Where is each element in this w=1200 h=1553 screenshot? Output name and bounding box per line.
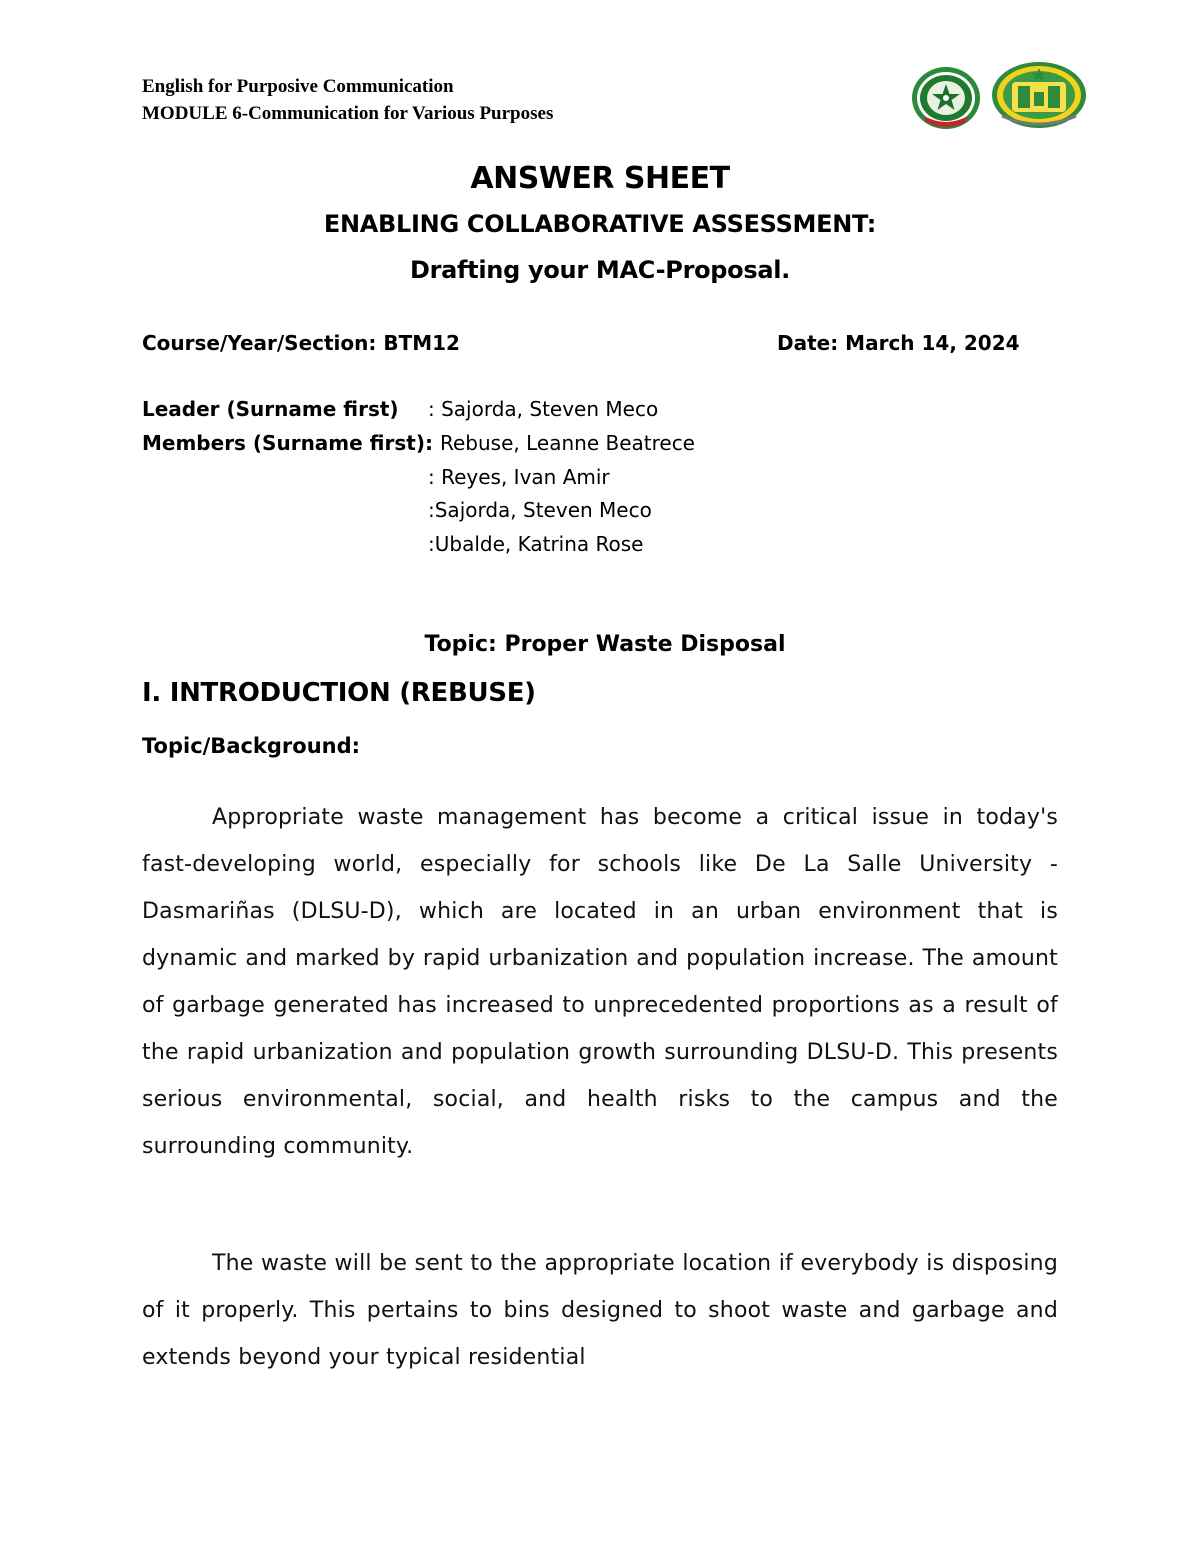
- section-subheading: Topic/Background:: [142, 734, 361, 758]
- members-label: [142, 430, 433, 456]
- leader-label-text: Leader (Surname first): [142, 397, 399, 421]
- leader-label: [142, 396, 399, 422]
- member-item: Rebuse, Leanne Beatrece: [440, 431, 695, 455]
- header-module-title: MODULE 6-Communication for Various Purposes: [142, 103, 554, 124]
- member-item: :Sajorda, Steven Meco: [428, 498, 652, 522]
- course-year-section: [142, 330, 460, 356]
- course-label: Course/Year/Section: BTM12: [142, 331, 460, 355]
- section-heading: I. INTRODUCTION (REBUSE): [142, 678, 536, 708]
- date-label: Date: March 14, 2024: [777, 331, 1020, 355]
- assessment-subtitle: ENABLING COLLABORATIVE ASSESSMENT:: [323, 210, 877, 238]
- header-course-title: English for Purposive Communication: [142, 76, 454, 97]
- body-paragraph: The waste will be sent to the appropriate location if everybody is disposing of it properly. This pertains to bins designed to shoot waste and garbage and extends beyond your typical residential: [142, 1251, 1058, 1370]
- department-logo: [990, 60, 1088, 130]
- leader-value: : Sajorda, Steven Meco: [428, 397, 659, 421]
- school-seal-logo: [910, 66, 982, 130]
- member-item: :Ubalde, Katrina Rose: [428, 532, 644, 556]
- date-field: [777, 330, 1020, 356]
- body-paragraph: Appropriate waste management has become a critical issue in today's fast-developing world, especially for schools like De La Salle University - Dasmariñas (DLSU-D), which are located in an urban environment that is dynamic and marked by rapid urbanization and population increase. The amount of garbage generated has increased to unprecedented proportions as a result of the rapid urbanization and population growth surrounding DLSU-D. This presents serious environmental, social, and health risks to the campus and the surrounding community.: [142, 805, 1058, 1159]
- members-label-text: Members (Surname first):: [142, 431, 433, 455]
- answer-sheet-title: ANSWER SHEET: [470, 161, 730, 196]
- topic-line: Topic: Proper Waste Disposal: [424, 632, 786, 657]
- proposal-subtitle: Drafting your MAC-Proposal.: [409, 256, 790, 284]
- member-item: : Reyes, Ivan Amir: [428, 465, 610, 489]
